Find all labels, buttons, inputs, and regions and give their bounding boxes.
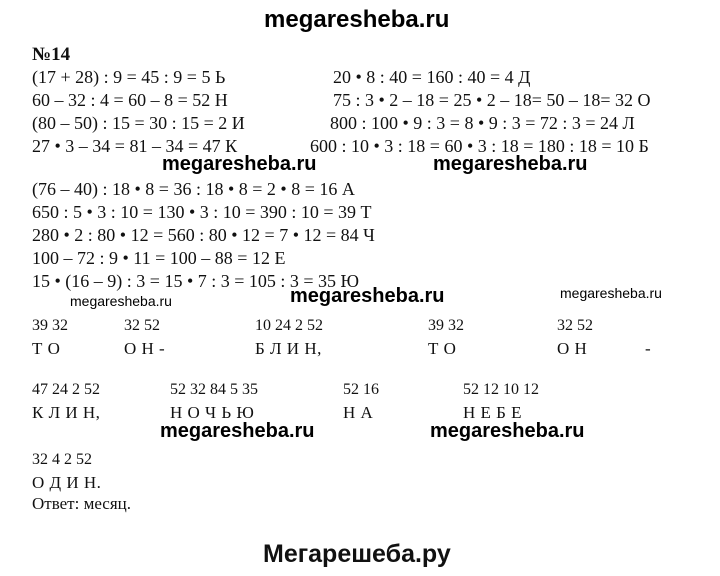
watermark-top: megaresheba.ru — [264, 6, 450, 33]
decode-numbers: 39 32 — [32, 317, 68, 334]
equation-line: (76 – 40) : 18 • 8 = 36 : 18 • 8 = 2 • 8 = 16 А — [32, 179, 355, 199]
decode-letters: О Н - — [124, 339, 166, 358]
decode-letters: К Л И Н, — [32, 403, 101, 422]
watermark-lower-right: megaresheba.ru — [430, 420, 585, 442]
task-title: №14 — [32, 44, 71, 65]
decode-letters: Н А — [343, 403, 374, 422]
equation-line: 75 : 3 • 2 – 18 = 25 • 2 – 18= 50 – 18= 32 О — [333, 90, 651, 110]
decode-numbers: 52 12 10 12 — [463, 381, 539, 398]
equation-line: 280 • 2 : 80 • 12 = 560 : 80 • 12 = 7 • 12 = 84 Ч — [32, 225, 375, 245]
decode-letters: Б Л И Н, — [255, 339, 322, 358]
decode-numbers: 32 52 — [557, 317, 593, 334]
watermark-small-center: megaresheba.ru — [290, 285, 445, 307]
answer-text: Ответ: месяц. — [32, 494, 132, 513]
decode-numbers: 52 16 — [343, 381, 379, 398]
watermark-small-left: megaresheba.ru — [70, 293, 172, 309]
decode-letters: О Н — [557, 339, 588, 358]
decode-letters: О Д И Н. — [32, 473, 102, 492]
equation-line: 60 – 32 : 4 = 60 – 8 = 52 Н — [32, 90, 228, 110]
decode-dash: - — [645, 339, 652, 358]
equation-line: 15 • (16 – 9) : 3 = 15 • 7 : 3 = 105 : 3 = 35 Ю — [32, 271, 360, 291]
decode-letters: Н Е Б Е — [463, 403, 523, 422]
equation-line: 100 – 72 : 9 • 11 = 100 – 88 = 12 Е — [32, 248, 286, 268]
decode-numbers: 47 24 2 52 — [32, 381, 100, 398]
watermark-lower-left: megaresheba.ru — [160, 420, 315, 442]
equation-line: (17 + 28) : 9 = 45 : 9 = 5 Ь — [32, 67, 226, 87]
decode-letters: Т О — [428, 339, 457, 358]
equation-line: 27 • 3 – 34 = 81 – 34 = 47 К — [32, 136, 238, 156]
equation-line: 800 : 100 • 9 : 3 = 8 • 9 : 3 = 72 : 3 = 24 Л — [330, 113, 635, 133]
equation-line: 20 • 8 : 40 = 160 : 40 = 4 Д — [333, 67, 531, 87]
decode-numbers: 52 32 84 5 35 — [170, 381, 258, 398]
equation-line: 600 : 10 • 3 : 18 = 60 • 3 : 18 = 180 : 18 = 10 Б — [310, 136, 649, 156]
footer-brand: Мегарешеба.ру — [263, 540, 451, 568]
decode-letters: Т О — [32, 339, 61, 358]
equation-line: 650 : 5 • 3 : 10 = 130 • 3 : 10 = 390 : 10 = 39 Т — [32, 202, 372, 222]
decode-letters: Н О Ч Ь Ю — [170, 403, 255, 422]
equation-line: (80 – 50) : 15 = 30 : 15 = 2 И — [32, 113, 245, 133]
decode-numbers: 32 4 2 52 — [32, 451, 92, 468]
decode-numbers: 39 32 — [428, 317, 464, 334]
decode-numbers: 10 24 2 52 — [255, 317, 323, 334]
watermark-small-right: megaresheba.ru — [560, 285, 662, 301]
watermark-mid-left: megaresheba.ru — [162, 153, 317, 175]
watermark-mid-right: megaresheba.ru — [433, 153, 588, 175]
decode-numbers: 32 52 — [124, 317, 160, 334]
